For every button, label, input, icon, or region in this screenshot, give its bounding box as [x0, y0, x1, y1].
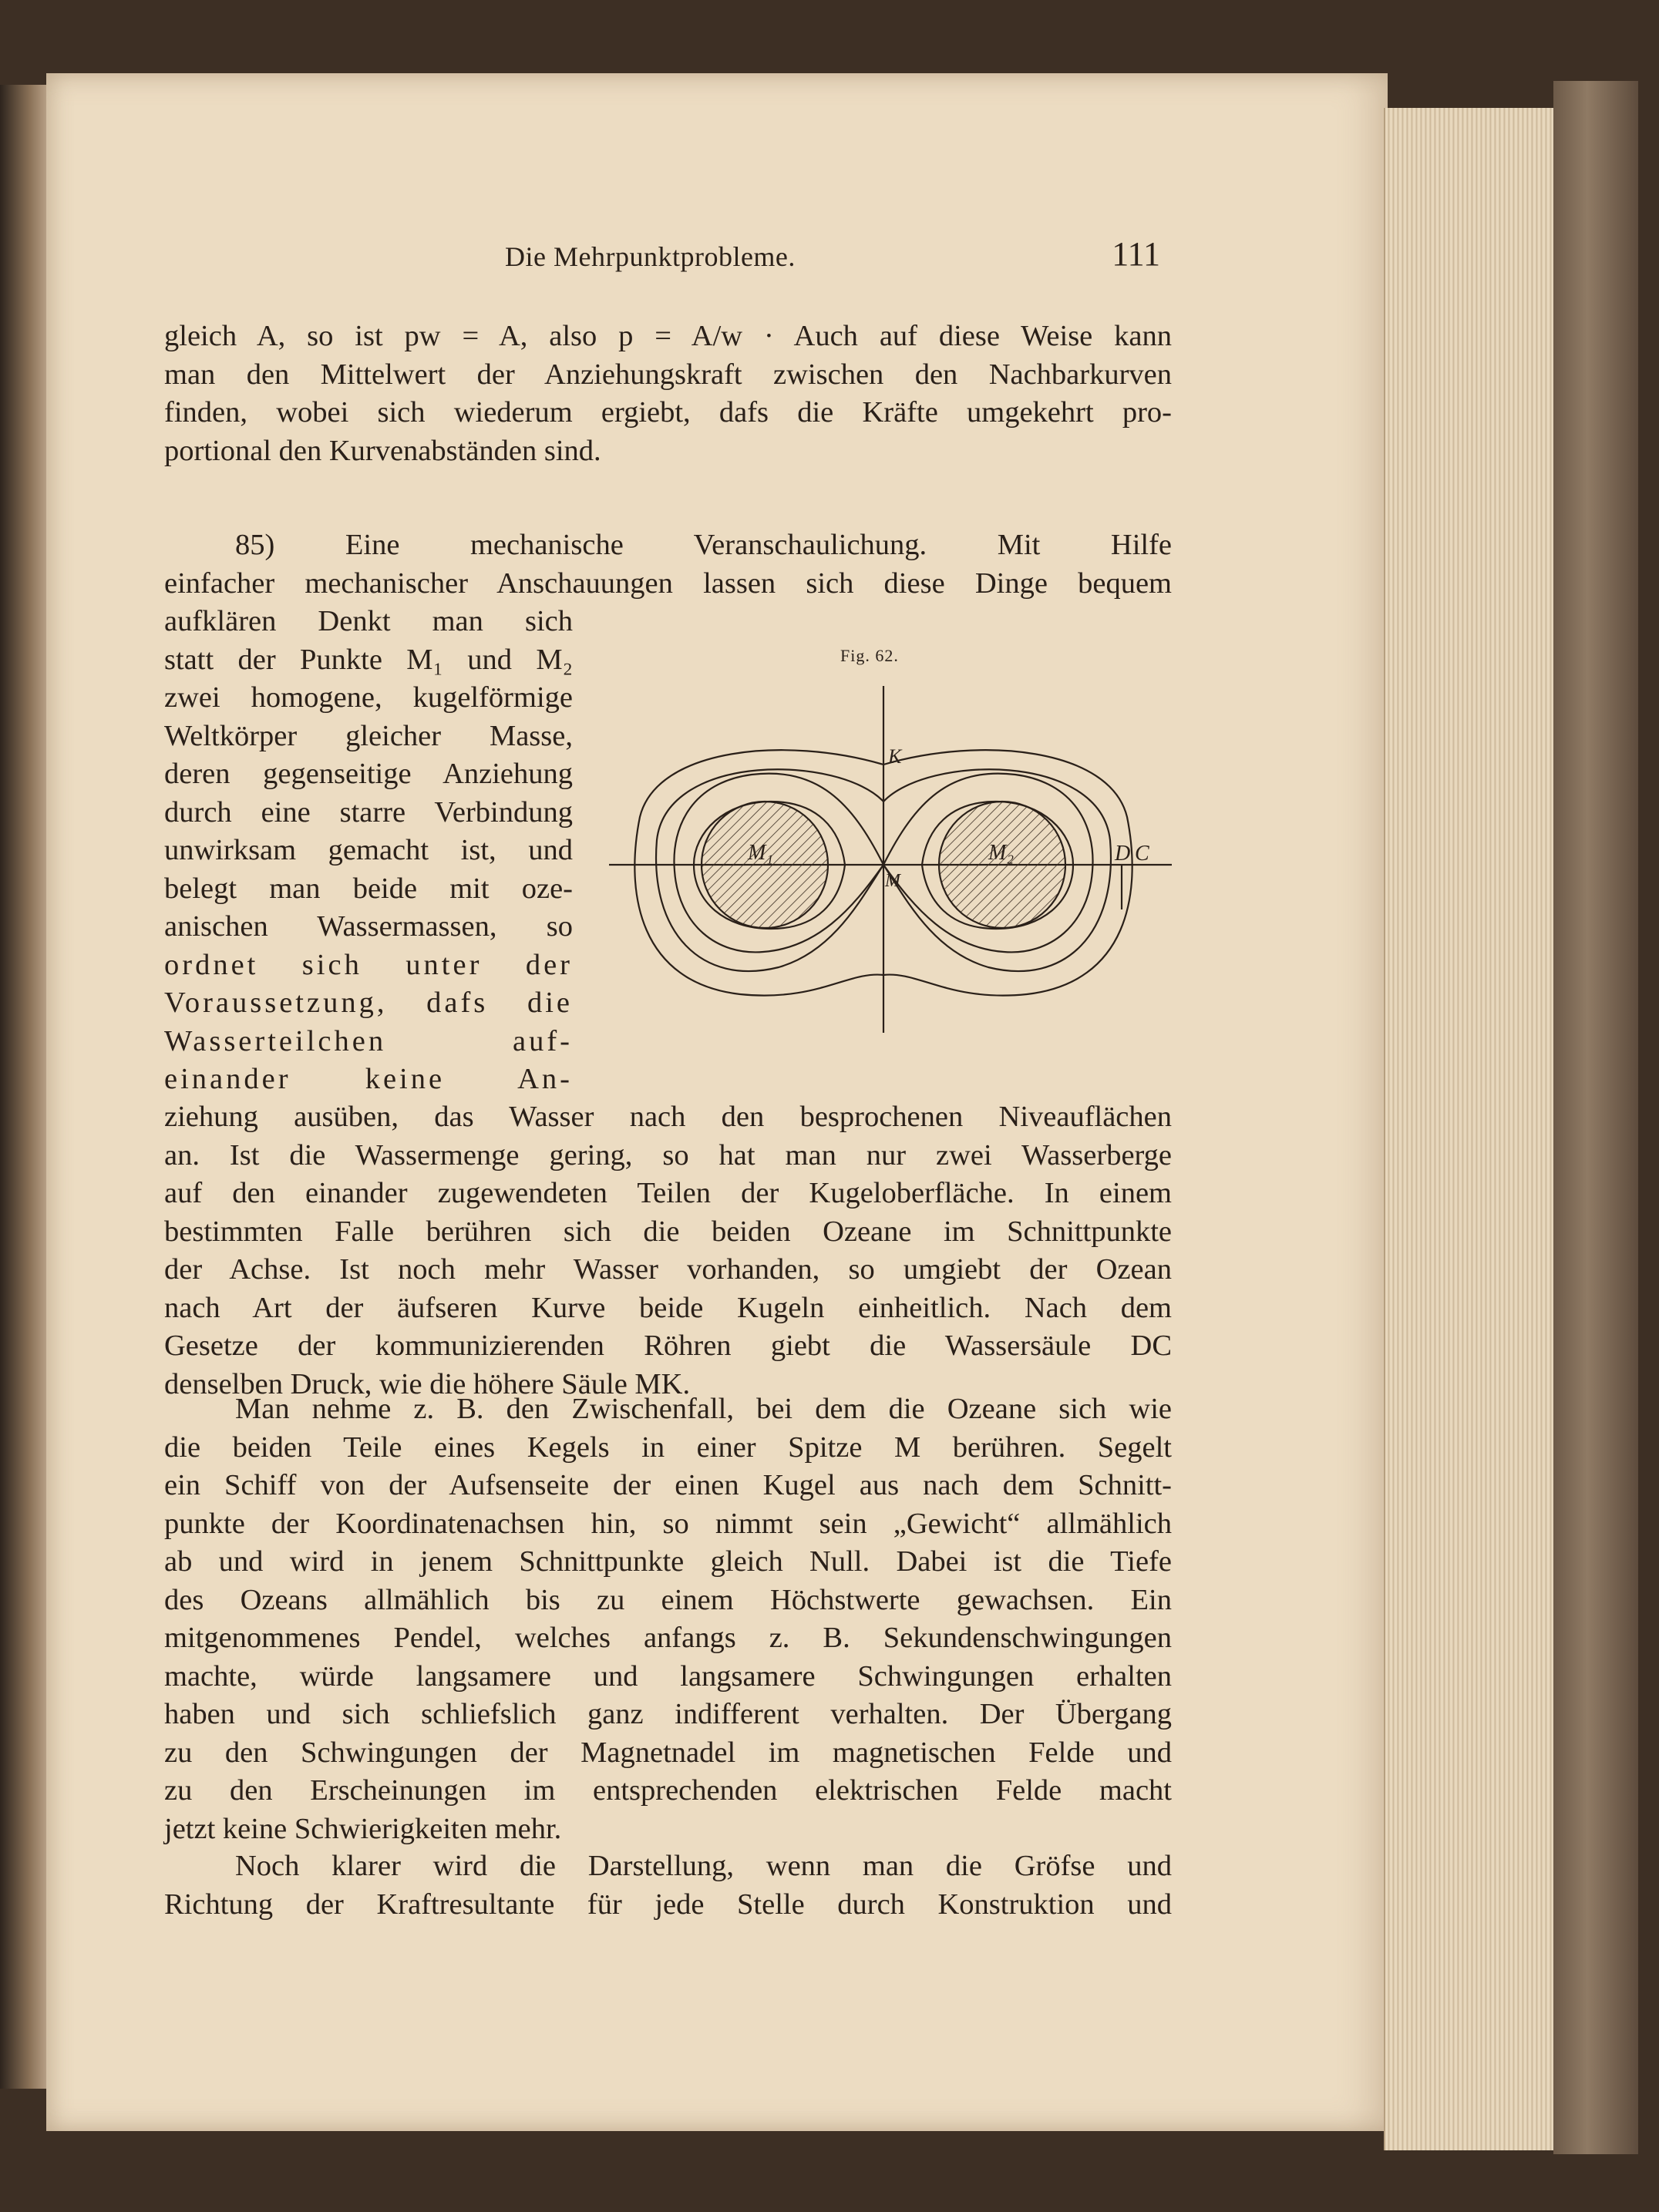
text-line: ab und wird in jenem Schnittpunkte gleich Null. Dabei ist die Tiefe [164, 1545, 1172, 1578]
label-m: M [885, 871, 900, 891]
paragraph-continuation [164, 318, 1172, 470]
text-line: portional den Kurvenabständen sind. [164, 434, 601, 467]
text-line: Voraussetzung, dafs die [164, 987, 573, 1019]
text-line: punkte der Koordinatenachsen hin, so nimmt sein „Gewicht“ allmählich [164, 1507, 1172, 1540]
text-line: statt der Punkte M₁ und M₂ [164, 643, 573, 676]
text-line: gleich A, so ist pw = A, also p = A/w · Auch auf diese Weise kann [164, 320, 1172, 352]
text-line: unwirksam gemacht ist, und [164, 834, 573, 866]
text-line: an. Ist die Wassermenge gering, so hat man nur zwei Wasserberge [164, 1138, 1172, 1172]
page-number: 111 [1112, 235, 1160, 273]
text-line: deren gegenseitige Anziehung [164, 758, 573, 790]
text-line: jetzt keine Schwierigkeiten mehr. [164, 1812, 562, 1845]
text-line: denselben Druck, wie die höhere Säule MK. [164, 1367, 691, 1400]
text-line: der Achse. Ist noch mehr Wasser vorhanden, so umgiebt der Ozean [164, 1253, 1172, 1286]
text-line: ziehung ausüben, das Wasser nach den besprochenen Niveauflächen [164, 1101, 1172, 1133]
text-line: Gesetze der kommunizierenden Röhren giebt die Wassersäule DC [164, 1330, 1172, 1362]
text-line: ein Schiff von der Aufsenseite der einen Kugel aus nach dem Schnitt- [164, 1469, 1172, 1501]
text-line: zu den Erscheinungen im entsprechenden elektrischen Felde macht [164, 1774, 1172, 1807]
sphere-m1 [702, 802, 828, 928]
label-m2: M₂ [988, 841, 1015, 865]
book-cover-edge [1553, 81, 1638, 2154]
section-heading-line: 85) Eine mechanische Veranschaulichung. Mit Hilfe [235, 529, 1172, 561]
figure-caption: Fig. 62. [840, 646, 899, 665]
paragraph-zwischenfall [164, 1390, 1172, 1848]
label-m1: M₁ [748, 841, 774, 865]
running-header [459, 237, 1160, 276]
text-line: zwei homogene, kugelförmige [164, 681, 573, 714]
text-line: Richtung der Kraftresultante für jede Stelle durch Konstruktion und [164, 1888, 1172, 1921]
text-line: finden, wobei sich wiederum ergiebt, dafs die Kräfte umgekehrt pro- [164, 396, 1172, 429]
text-line: Man nehme z. B. den Zwischenfall, bei dem die Ozeane sich wie [235, 1393, 1172, 1425]
label-c: C [1135, 842, 1149, 866]
section-85-wrapped-text [164, 603, 573, 1099]
text-line: einfacher mechanischer Anschauungen lassen sich diese Dinge bequem [164, 566, 1172, 600]
text-line: bestimmten Falle berühren sich die beiden Ozeane im Schnittpunkte [164, 1215, 1172, 1248]
text-line: des Ozeans allmählich bis zu einem Höchstwerte gewachsen. Ein [164, 1583, 1172, 1616]
header-title: Die Mehrpunktprobleme. [505, 241, 796, 272]
section-85-intro [164, 526, 1172, 603]
text-line: zu den Schwingungen der Magnetnadel im magnetischen Felde und [164, 1736, 1172, 1769]
text-line: Weltkörper gleicher Masse, [164, 719, 573, 752]
text-line: die beiden Teile eines Kegels in einer Spitze M berühren. Segelt [164, 1430, 1172, 1464]
text-line: machte, würde langsamere und langsamere Schwingungen erhalten [164, 1659, 1172, 1693]
text-line: einander keine An- [164, 1063, 573, 1095]
label-d: D [1115, 842, 1131, 866]
text-line: ordnet sich unter der [164, 948, 573, 981]
text-line: Noch klarer wird die Darstellung, wenn man die Gröfse und [235, 1850, 1172, 1882]
figure-svg [586, 678, 1187, 1048]
text-line: nach Art der äufseren Kurve beide Kugeln einheitlich. Nach dem [164, 1291, 1172, 1324]
text-line: anischen Wassermassen, so [164, 910, 573, 943]
text-line: belegt man beide mit oze- [164, 872, 573, 905]
text-line: aufklären Denkt man sich [164, 605, 573, 637]
text-line: auf den einander zugewendeten Teilen der Kugeloberfläche. In einem [164, 1177, 1172, 1209]
label-k: K [888, 745, 902, 768]
text-line: Wasserteilchen auf- [164, 1024, 573, 1057]
paragraph-darstellung [164, 1847, 1172, 1924]
text-line: mitgenommenes Pendel, welches anfangs z. B. Sekundenschwingungen [164, 1622, 1172, 1654]
section-85-continuation [164, 1098, 1172, 1404]
text-line: man den Mittelwert der Anziehungskraft zwischen den Nachbarkurven [164, 358, 1172, 391]
sphere-m2 [939, 802, 1065, 928]
text-line: haben und sich schliefslich ganz indifferent verhalten. Der Übergang [164, 1698, 1172, 1730]
figure-62-level-curves [586, 678, 1187, 1048]
text-line: durch eine starre Verbindung [164, 795, 573, 829]
page-stack-edge [1384, 108, 1555, 2150]
